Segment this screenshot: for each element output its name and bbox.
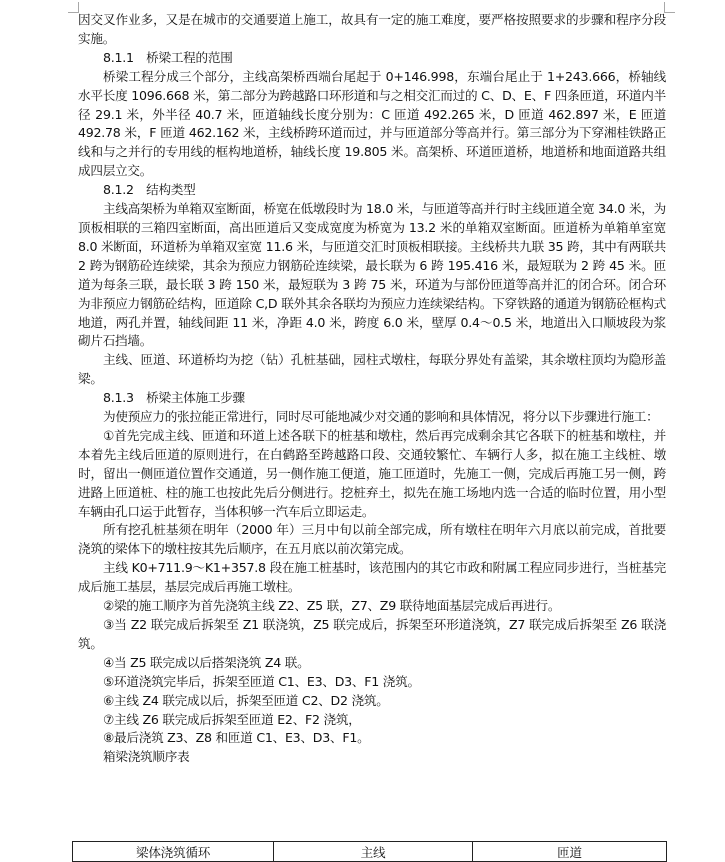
paragraph-step-1: ①首先完成主线、匝道和环道上述各联下的桩基和墩柱，然后再完成剩余其它各联下的桩基和墩柱，并本着先主线后匝道的原则进行，在白鹤路至跨越路口段、交通较繁忙、车辆行人多，拟在施工主线桩、墩时，留出一侧匝道位置作交通道，另一侧作施工便道，施工匝道时，先施工一侧，完成后再施工另一侧，跨进路上匝道桩、柱的施工也按此先后分侧进行。挖桩弃土，拟先在施工场地内选一合适的临时位置，用小型车辆由孔口运于此暂存，当体积够一汽车后立即运走。 bbox=[78, 427, 666, 519]
step-item: ⑤环道浇筑完毕后，拆架至匝道 C1、E3、D3、F1 浇筑。 bbox=[103, 673, 420, 689]
paragraph-mainline-section: 主线 K0+711.9～K1+357.8 段在施工桩基时，该范围内的其它市政和附属工程应同步进行，当桩基完成后施工基层，基层完成后再施工墩柱。 bbox=[78, 560, 666, 595]
step-item: ④当 Z5 联完成以后搭架浇筑 Z4 联。 bbox=[103, 654, 310, 670]
table-header-row bbox=[73, 842, 667, 862]
step-item: ⑥主线 Z4 联完成以后，拆架至匝道 C2、D2 浇筑。 bbox=[103, 692, 389, 708]
paragraph-bridge-scope: 桥梁工程分成三个部分，主线高架桥西端台尾起于 0+146.998，东端台尾止于 1+243.666，桥轴线水平长度 1096.668 米，第二部分为跨越路口环形道和与之相交汇而过的 C、D、E、F 四条匝道，环道内半径 29.1 米，外半径 40.7 米，匝道轴线长度分别为：C 匝道 492.265 米，D 匝道 462.897 米，E 匝道 492.78 米，F 匝道 462.162 米，主线桥跨环道而过，并与匝道部分等高并行。第三部分为下穿湘桂铁路正线和与之并行的专用线的框构地道桥，轴线长度 19.805 米。高架桥、环道匝道桥，地道桥和地面道路共组成四层立交。 bbox=[78, 68, 666, 179]
table-header-cell: 匝道 bbox=[473, 842, 667, 862]
table-caption: 箱梁浇筑顺序表 bbox=[103, 749, 190, 765]
table-header-cell: 梁体浇筑循环 bbox=[73, 842, 274, 862]
intro-paragraph: 因交叉作业多，又是在城市的交通要道上施工，故具有一定的施工难度，要严格按照要求的步骤和程序分段实施。 bbox=[78, 12, 666, 46]
pouring-sequence-table bbox=[72, 841, 667, 862]
step-item: ③当 Z2 联完成后拆架至 Z1 联浇筑，Z5 联完成后，拆架至环形道浇筑，Z7 联完成后拆架至 Z6 联浇筑。 bbox=[78, 617, 666, 651]
heading-8-1-3: 8.1.3 桥梁主体施工步骤 bbox=[103, 390, 245, 406]
paragraph-construction-intro: 为使预应力的张拉能正常进行，同时尽可能地减少对交通的影响和具体情况，将分以下步骤进行施工： bbox=[103, 409, 659, 425]
paragraph-pile-schedule: 所有挖孔桩基须在明年（2000 年）三月中旬以前全部完成，所有墩柱在明年六月底以前完成，首批要浇筑的梁体下的墩柱按其先后顺序，在五月底以前次第完成。 bbox=[78, 522, 666, 557]
heading-8-1-1: 8.1.1 桥梁工程的范围 bbox=[103, 49, 233, 65]
step-item: ⑦主线 Z6 联完成后拆架至匝道 E2、F2 浇筑， bbox=[103, 711, 361, 727]
heading-8-1-2: 8.1.2 结构类型 bbox=[103, 182, 196, 198]
step-item: ②梁的施工顺序为首先浇筑主线 Z2、Z5 联，Z7、Z9 联待地面基层完成后再进行。 bbox=[103, 598, 561, 614]
document-page bbox=[78, 11, 666, 767]
table-header-cell: 主线 bbox=[274, 842, 473, 862]
paragraph-foundation: 主线、匝道、环道桥均为挖（钻）孔桩基础，园柱式墩柱，每联分界处有盖梁，其余墩柱顶均为隐形盖梁。 bbox=[78, 352, 666, 387]
paragraph-structure-type: 主线高架桥为单箱双室断面，桥宽在低墩段时为 18.0 米，与匝道等高并行时主线匝道全宽 34.0 米，为顶板相联的三箱四室断面，高出匝道后又变成宽度为桥宽为 13.2 米的单箱双室断面。匝道桥为单箱单室宽 8.0 米断面，环道桥为单箱双室宽 11.6 米，与匝道交汇时顶板相联接。主线桥共九联 35 跨，其中有两联共 2 跨为钢筋砼连续梁，其余为预应力钢筋砼连续梁，最长联为 6 跨 195.416 米，最短联为 2 跨 45 米。匝道为每条三联，最长联 3 跨 150 米，最短联为 3 跨 75 米，环道为与部份匝道等高并汇的闭合环。闭合环为非预应力钢筋砼结构，匝道除 C,D 联外其余各联均为预应力连续梁结构。下穿铁路的通道为钢筋砼框构式地道，两孔并置，轴线间距 11 米，净距 4.0 米，跨度 6.0 米，壁厚 0.4～0.5 米，地道出入口顺坡段为浆砌片石挡墙。 bbox=[78, 201, 666, 349]
step-item: ⑧最后浇筑 Z3、Z8 和匝道 C1、E3、D3、F1。 bbox=[103, 730, 370, 746]
